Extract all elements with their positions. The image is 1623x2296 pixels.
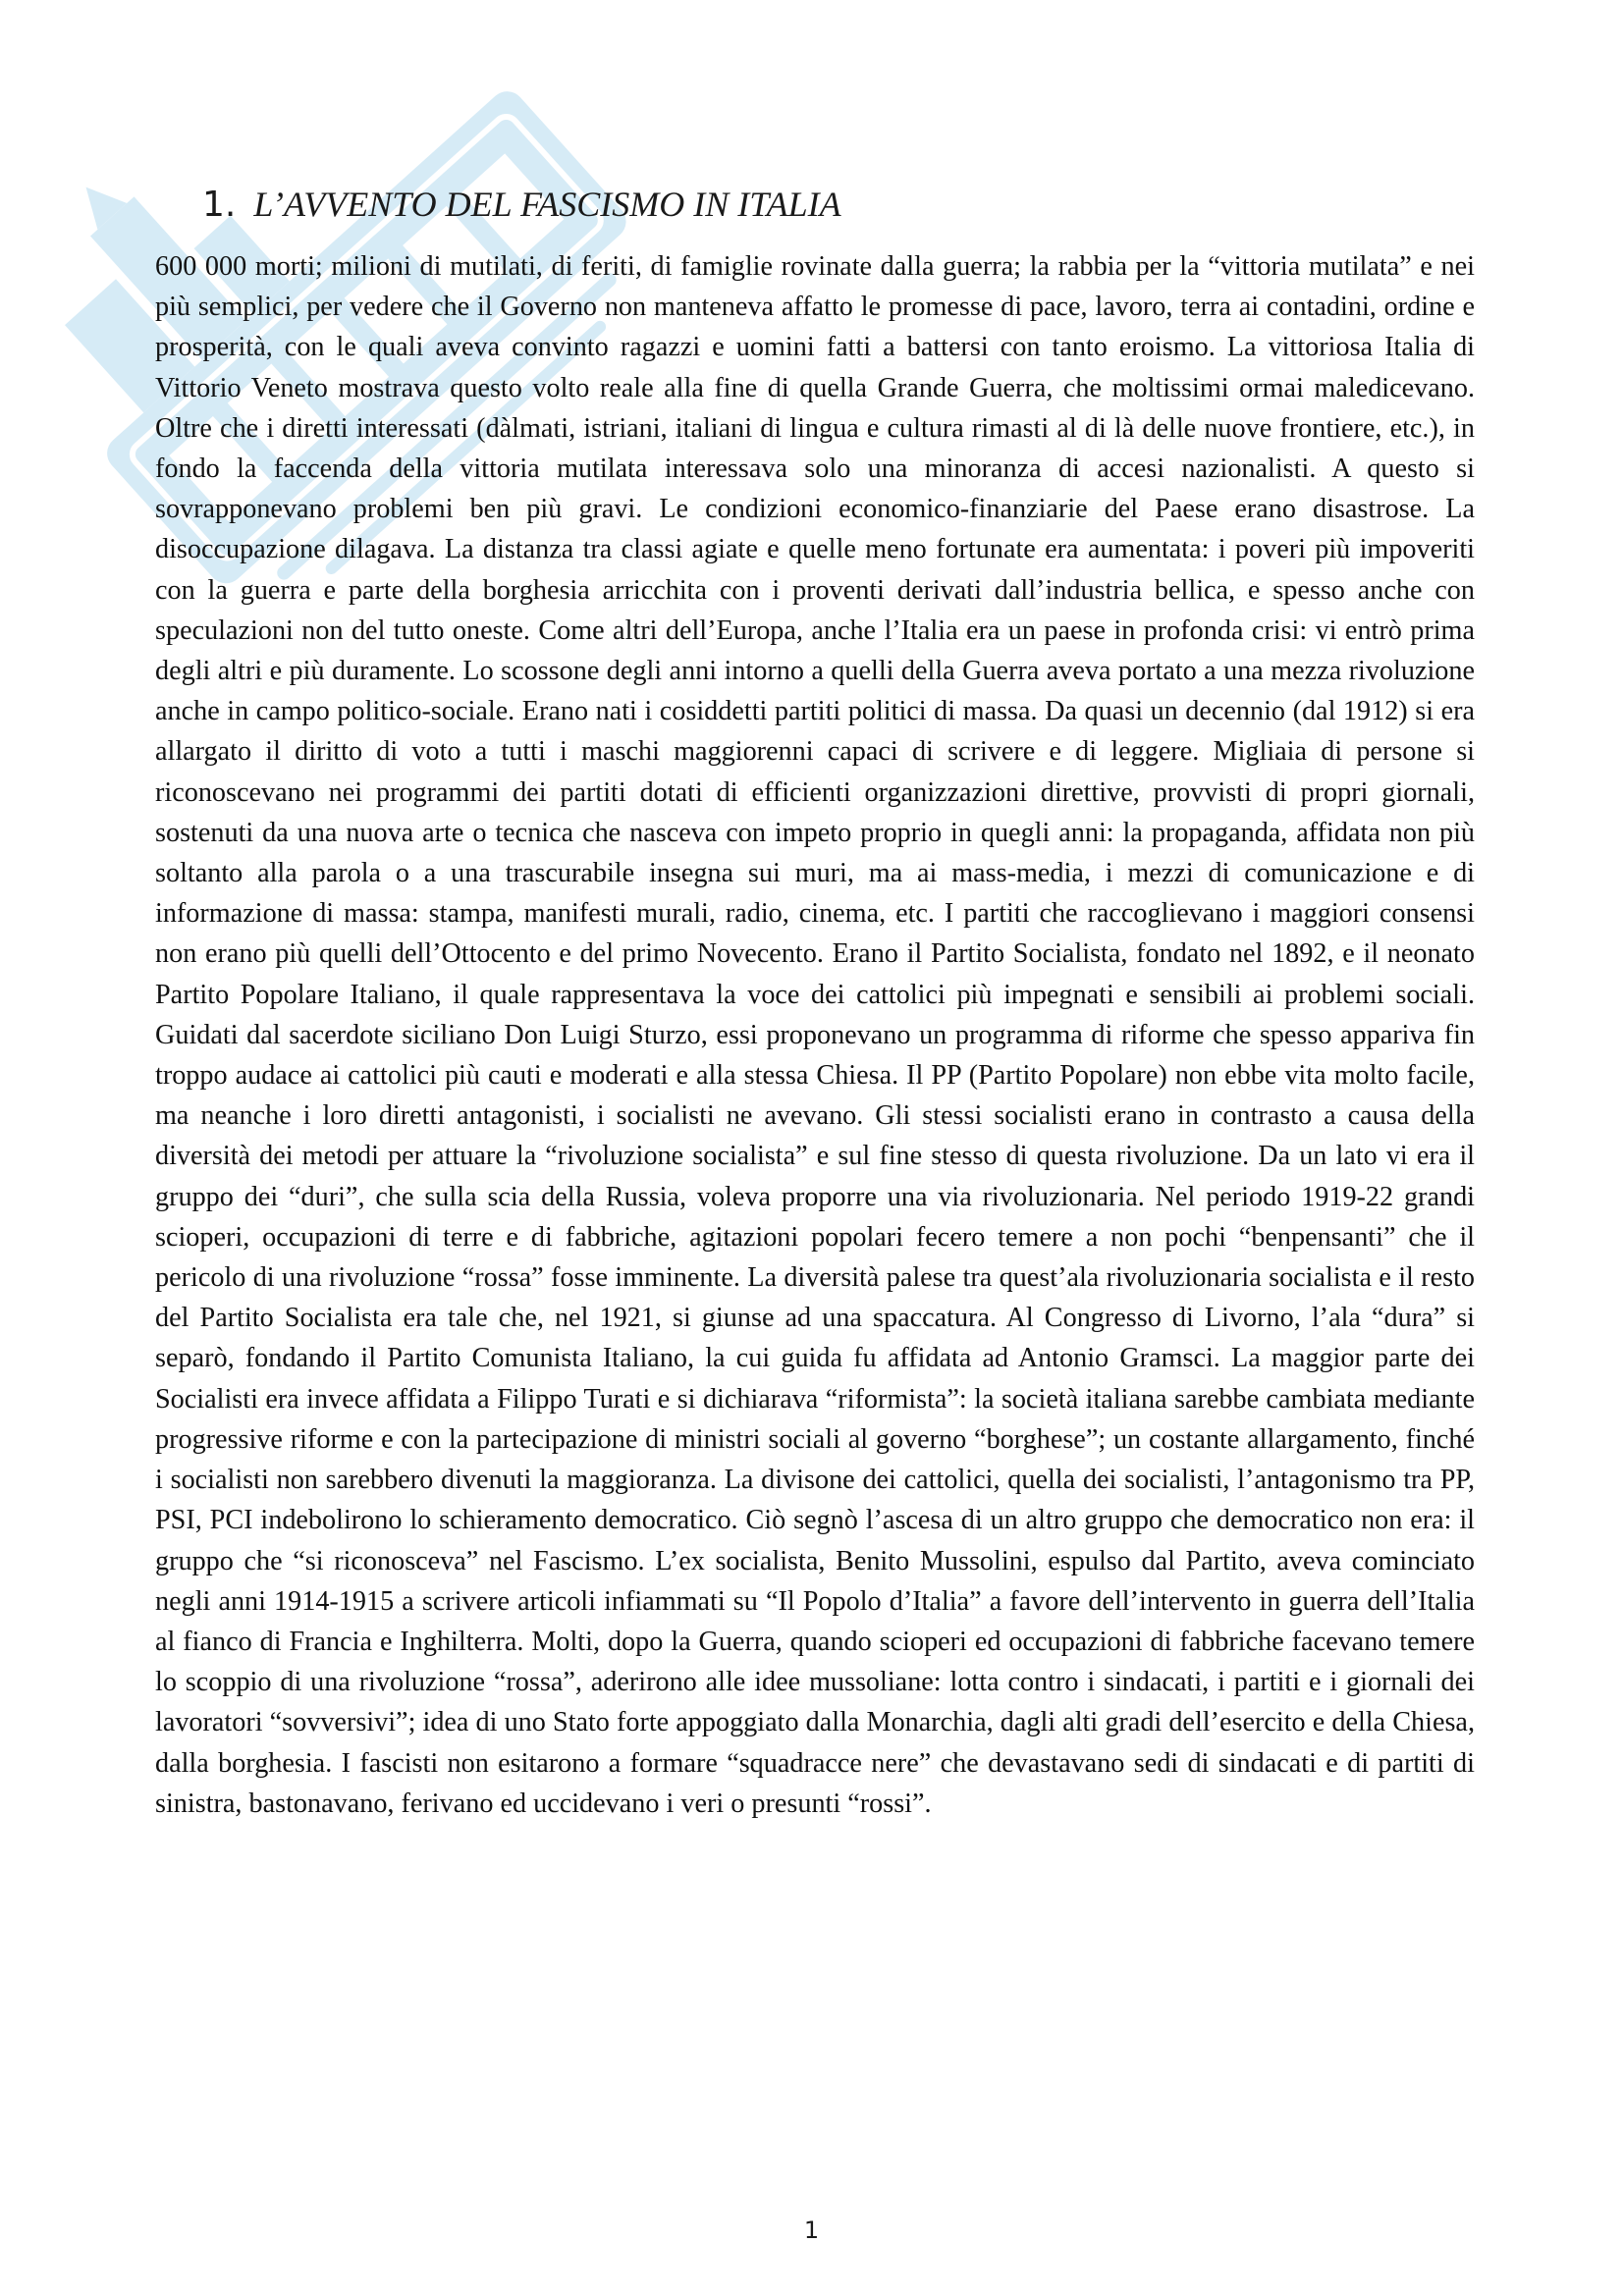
chapter-heading	[202, 183, 1475, 227]
page-number: 1	[803, 2216, 820, 2244]
document-content	[155, 183, 1475, 1824]
body-paragraph: 600 000 morti; milioni di mutilati, di feriti, di famiglie rovinate dalla guerra; la rabbia per la “vittoria mutilata” e nei più semplici, per vedere che il Governo non manteneva affatto le promesse di pace, lavoro, terra ai contadini, ordine e prosperità, con le quali aveva convinto ragazzi e uomini fatti a battersi con tanto eroismo. La vittoriosa Italia di Vittorio Veneto mostrava questo volto reale alla fine di quella Grande Guerra, che moltissimi ormai maledicevano. Oltre che i diretti interessati (dàlmati, istriani, italiani di lingua e cultura rimasti al di là delle nuove frontiere, etc.), in fondo la faccenda della vittoria mutilata interessava solo una minoranza di accesi nazionalisti. A questo si sovrapponevano problemi ben più gravi. Le condizioni economico-finanziarie del Paese erano disastrose. La disoccupazione dilagava. La distanza tra classi agiate e quelle meno fortunate era aumentata: i poveri più impoveriti con la guerra e parte della borghesia arricchita con i proventi derivati dall’industria bellica, e spesso anche con speculazioni non del tutto oneste. Come altri dell’Europa, anche l’Italia era un paese in profonda crisi: vi entrò prima degli altri e più duramente. Lo scossone degli anni intorno a quelli della Guerra aveva portato a una mezza rivoluzione anche in campo politico-sociale. Erano nati i cosiddetti partiti politici di massa. Da quasi un decennio (dal 1912) si era allargato il diritto di voto a tutti i maschi maggiorenni capaci di scrivere e di leggere. Migliaia di persone si riconoscevano nei programmi dei partiti dotati di efficienti organizzazioni direttive, provvisti di propri giornali, sostenuti da una nuova arte o tecnica che nasceva con impeto proprio in quegli anni: la propaganda, affidata non più soltanto alla parola o a una trascurabile insegna sui muri, ma ai mass-media, i mezzi di comunicazione e di informazione di massa: stampa, manifesti murali, radio, cinema, etc. I partiti che raccoglievano i maggiori consensi non erano più quelli dell’Ottocento e del primo Novecento. Erano il Partito Socialista, fondato nel 1892, e il neonato Partito Popolare Italiano, il quale rappresentava la voce dei cattolici più impegnati e sensibili ai problemi sociali. Guidati dal sacerdote siciliano Don Luigi Sturzo, essi proponevano un programma di riforme che spesso appariva fin troppo audace ai cattolici più cauti e moderati e alla stessa Chiesa. Il PP (Partito Popolare) non ebbe vita molto facile, ma neanche i loro diretti antagonisti, i socialisti ne avevano. Gli stessi socialisti erano in contrasto a causa della diversità dei metodi per attuare la “rivoluzione socialista” e sul fine stesso di questa rivoluzione. Da un lato vi era il gruppo dei “duri”, che sulla scia della Russia, voleva proporre una via rivoluzionaria. Nel periodo 1919-22 grandi scioperi, occupazioni di terre e di fabbriche, agitazioni popolari fecero temere a non pochi “benpensanti” che il pericolo di una rivoluzione “rossa” fosse imminente. La diversità palese tra quest’ala rivoluzionaria socialista e il resto del Partito Socialista era tale che, nel 1921, si giunse ad una spaccatura. Al Congresso di Livorno, l’ala “dura” si separò, fondando il Partito Comunista Italiano, la cui guida fu affidata ad Antonio Gramsci. La maggior parte dei Socialisti era invece affidata a Filippo Turati e si dichiarava “riformista”: la società italiana sarebbe cambiata mediante progressive riforme e con la partecipazione di ministri sociali al governo “borghese”; un costante allargamento, finché i socialisti non sarebbero divenuti la maggioranza. La divisone dei cattolici, quella dei socialisti, l’antagonismo tra PP, PSI, PCI indebolirono lo schieramento democratico. Ciò segnò l’ascesa di un altro gruppo che democratico non era: il gruppo che “si riconosceva” nel Fascismo. L’ex socialista, Benito Mussolini, espulso dal Partito, aveva cominciato negli anni 1914-1915 a scrivere articoli infiammati su “Il Popolo d’Italia” a favore dell’intervento in guerra dell’Italia al fianco di Francia e Inghilterra. Molti, dopo la Guerra, quando scioperi ed occupazioni di fabbriche facevano temere lo scoppio di una rivoluzione “rossa”, aderirono alle idee mussoliane: lotta contro i sindacati, i partiti e i giornali dei lavoratori “sovversivi”; idea di uno Stato forte appoggiato dalla Monarchia, dagli alti gradi dell’esercito e della Chiesa, dalla borghesia. I fascisti non esitarono a formare “squadracce nere” che devastavano sedi di sindacati e di partiti di sinistra, bastonavano, ferivano ed uccidevano i veri o presunti “rossi”.	[155, 251, 1475, 1819]
heading-title: L’AVVENTO DEL FASCISMO IN ITALIA	[253, 185, 841, 224]
heading-number: 1.	[202, 185, 237, 225]
